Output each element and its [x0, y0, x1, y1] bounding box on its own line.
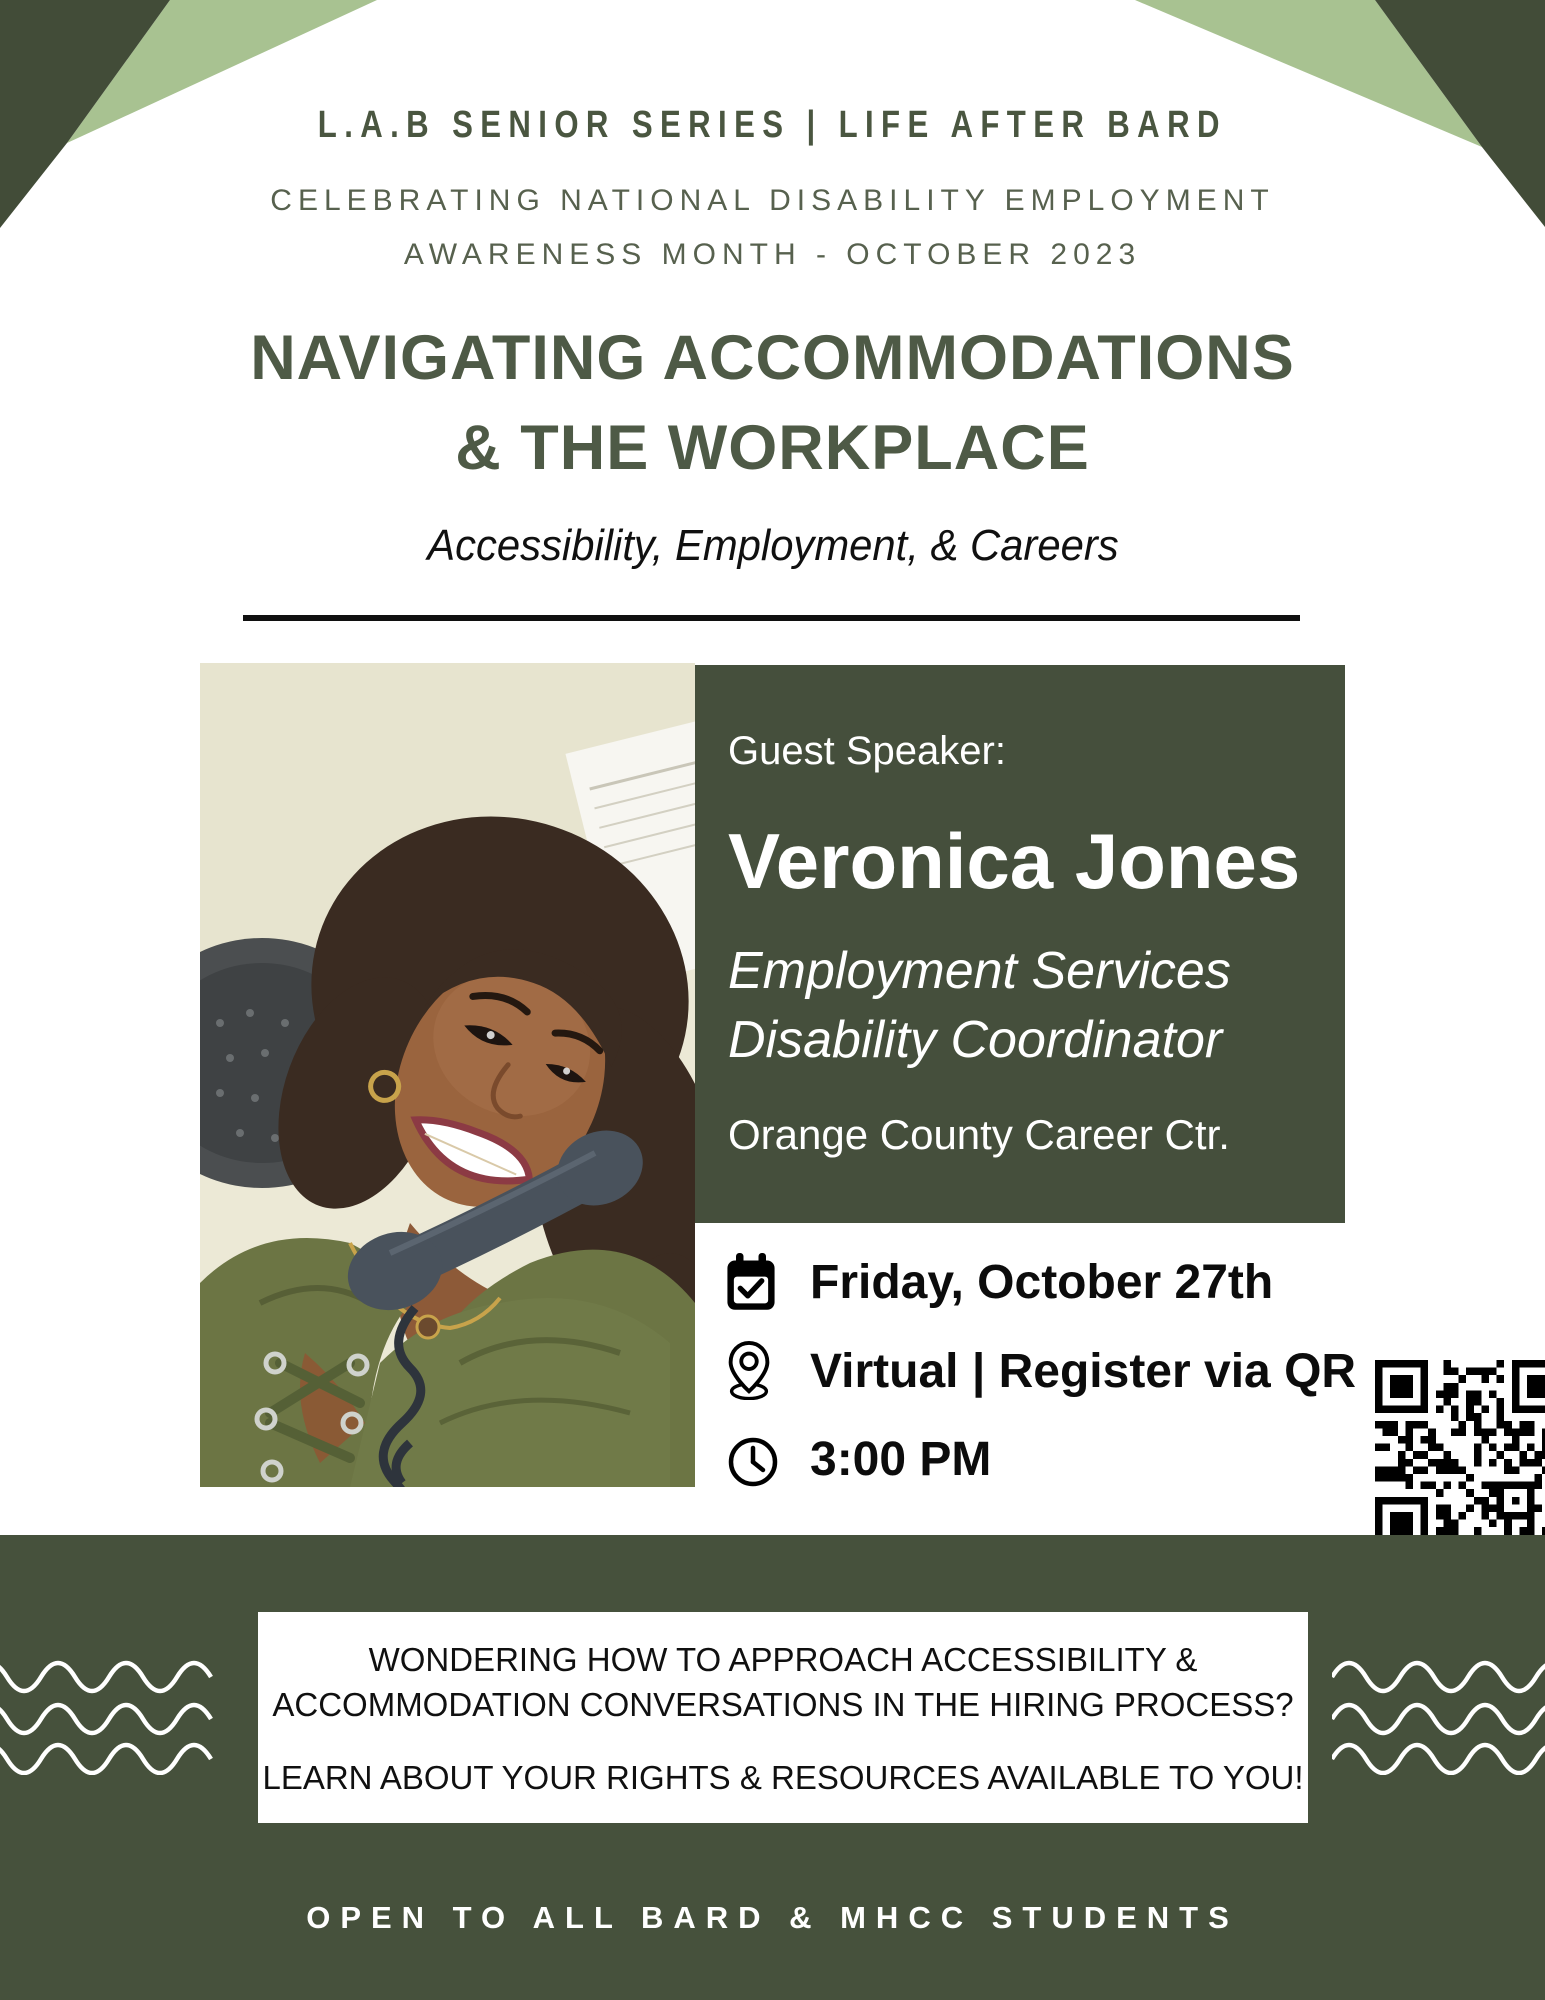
speaker-role-line1: Employment Services: [728, 942, 1231, 1000]
registration-qr-code: [1375, 1360, 1545, 1550]
info-card: [258, 1612, 1308, 1823]
location-pin-icon: [723, 1340, 775, 1400]
wave-decoration-right: [1332, 1655, 1545, 1775]
event-location-text: Virtual | Register via QR: [810, 1345, 1357, 1398]
open-to-all-text: OPEN TO ALL BARD & MHCC STUDENTS: [306, 1900, 1239, 1935]
info-card-line3: LEARN ABOUT YOUR RIGHTS & RESOURCES AVAILABLE TO YOU!: [262, 1759, 1304, 1796]
series-label: L.A.B SENIOR SERIES | LIFE AFTER BARD: [317, 104, 1228, 146]
speaker-role-line2: Disability Coordinator: [728, 1011, 1223, 1069]
speaker-photo: [200, 663, 695, 1487]
awareness-subtitle-line2: AWARENESS MONTH - OCTOBER 2023: [403, 238, 1142, 271]
calendar-check-icon: [725, 1253, 777, 1313]
event-time-text: 3:00 PM: [810, 1433, 992, 1486]
divider-line: [243, 615, 1300, 621]
clock-icon: [727, 1432, 779, 1492]
info-card-line2: ACCOMMODATION CONVERSATIONS IN THE HIRING PROCESS?: [272, 1686, 1294, 1723]
event-title-line2: & THE WORKPLACE: [455, 413, 1090, 483]
event-date-text: Friday, October 27th: [810, 1256, 1274, 1309]
event-title-line1: NAVIGATING ACCOMMODATIONS: [250, 323, 1295, 393]
wave-decoration-left: [0, 1655, 218, 1775]
guest-speaker-label: Guest Speaker:: [728, 729, 1006, 773]
speaker-organization: Orange County Career Ctr.: [728, 1111, 1230, 1158]
speaker-name: Veronica Jones: [728, 817, 1301, 905]
info-card-line1: WONDERING HOW TO APPROACH ACCESSIBILITY &: [368, 1641, 1198, 1678]
speaker-panel: [695, 665, 1345, 1223]
awareness-subtitle-line1: CELEBRATING NATIONAL DISABILITY EMPLOYMENT: [270, 184, 1275, 217]
event-tagline: Accessibility, Employment, & Careers: [426, 521, 1119, 570]
